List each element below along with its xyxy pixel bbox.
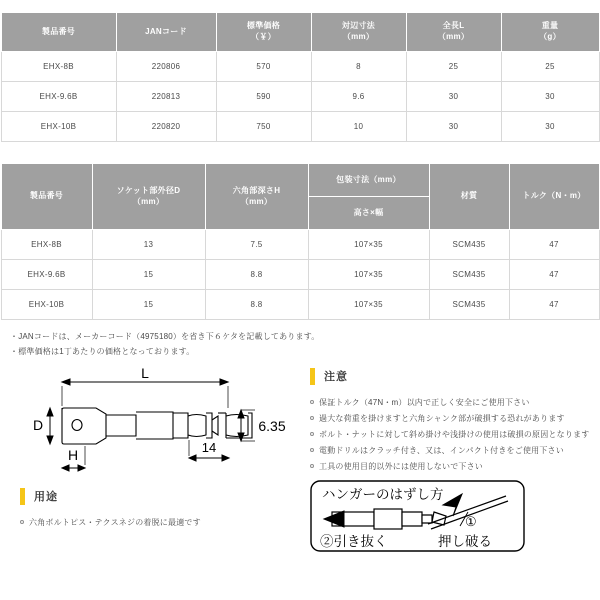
cell: 47: [509, 230, 599, 260]
table1-col-jan-code: [116, 13, 216, 52]
cell: 10: [311, 112, 406, 142]
usage-list: [20, 516, 305, 529]
dimension-label-D: D: [32, 416, 44, 433]
spec-table-1-container: [0, 0, 600, 142]
hanger-step1-mark: ①: [465, 513, 477, 529]
table2-col-product-number: [1, 164, 92, 230]
cell: 107×35: [308, 290, 429, 320]
header-line: 材質: [460, 191, 478, 201]
table-row: [1, 82, 599, 112]
cell: 25: [501, 52, 599, 82]
accent-bar: [310, 368, 315, 385]
list-item: 電動ドリルはクラッチ付き、又は、インパクト付きをご使用下さい: [310, 444, 590, 457]
table2-col-package-size: [308, 164, 429, 197]
caution-heading: [310, 368, 590, 385]
header-line: 重量: [541, 21, 559, 31]
header-line: （mm）: [132, 196, 165, 206]
table-row: [1, 290, 599, 320]
cell: 30: [406, 112, 501, 142]
lower-section: [10, 360, 590, 549]
header-line: 全長L: [442, 21, 465, 31]
spec-table-detail: [1, 163, 600, 320]
drawing-svg: [10, 368, 300, 488]
cell: 7.5: [205, 230, 308, 260]
hanger-step1-label: 押し破る: [438, 533, 492, 549]
hanger-figure-svg: [310, 480, 525, 552]
cell: 25: [406, 52, 501, 82]
caution-list: [310, 396, 590, 474]
header-line: トルク（N・m）: [522, 191, 586, 201]
table2-col-hex-depth: [205, 164, 308, 230]
header-line: （mm）: [342, 32, 375, 41]
cell: EHX-10B: [1, 290, 92, 320]
table1-header: [1, 13, 599, 52]
cell: EHX-10B: [1, 112, 116, 142]
cell: 30: [501, 82, 599, 112]
spec-table-2-container: [0, 142, 600, 320]
product-dimension-drawing: [10, 368, 300, 488]
cell: SCM435: [429, 290, 509, 320]
header-line: ソケット部外径D: [116, 185, 181, 195]
list-item: 保証トルク（47N・m）以内で正しく安全にご使用下さい: [310, 396, 590, 409]
cell: SCM435: [429, 260, 509, 290]
caution-title: 注意: [324, 371, 348, 384]
header-line: 標準価格: [246, 21, 281, 31]
cell: 15: [92, 290, 205, 320]
dimension-label-H: H: [67, 446, 79, 463]
dimension-label-635: 6.35: [258, 417, 286, 434]
hanger-step2-label: ②引き抜く: [320, 533, 388, 549]
table1-col-across-flats: [311, 13, 406, 52]
cell: EHX-8B: [1, 52, 116, 82]
table2-col-material: [429, 164, 509, 230]
list-item: 六角ボルトピス・テクスネジの着脱に最適です: [20, 516, 305, 529]
table2-col-package-height-width: [308, 197, 429, 230]
header-line: 包装寸法（mm）: [336, 174, 401, 184]
cell: EHX-9.6B: [1, 260, 92, 290]
cell: 47: [509, 290, 599, 320]
table1-body: [1, 52, 599, 142]
header-line: （g）: [539, 32, 561, 41]
cell: 590: [216, 82, 311, 112]
header-line: JANコード: [145, 26, 187, 36]
table-row: [1, 230, 599, 260]
list-item: 過大な荷重を掛けますと六角シャンク部が破損する恐れがあります: [310, 412, 590, 425]
table1-header-row: [1, 13, 599, 52]
cell: 47: [509, 260, 599, 290]
usage-title: 用途: [34, 491, 58, 504]
cell: 30: [501, 112, 599, 142]
header-line: 高さ×幅: [353, 207, 384, 217]
cell: EHX-9.6B: [1, 82, 116, 112]
cell: 15: [92, 260, 205, 290]
usage-heading: [20, 488, 305, 505]
cell: 220813: [116, 82, 216, 112]
cell: 107×35: [308, 260, 429, 290]
accent-bar: [20, 488, 25, 505]
table1-col-product-number: [1, 13, 116, 52]
hanger-title: ハンガーのはずし方: [322, 486, 444, 502]
usage-section: [20, 488, 305, 532]
footnotes: [10, 330, 590, 360]
table1-col-weight: [501, 13, 599, 52]
header-line: （￥）: [251, 32, 276, 41]
table1-col-length: [406, 13, 501, 52]
cell: 13: [92, 230, 205, 260]
cell: 8: [311, 52, 406, 82]
hanger-removal-figure: [310, 480, 525, 552]
table1-col-price: [216, 13, 311, 52]
list-item: ボルト・ナットに対して斜め掛けや浅掛けの使用は破損の原因となります: [310, 428, 590, 441]
header-line: 六角部深さH: [232, 185, 281, 195]
footnote-price: ・標準価格は1丁あたりの価格となっております。: [10, 346, 195, 356]
table2-body: [1, 230, 599, 320]
caution-section: [310, 368, 590, 552]
spec-table-basic: [1, 12, 600, 142]
cell: 570: [216, 52, 311, 82]
table-row: [1, 260, 599, 290]
cell: 30: [406, 82, 501, 112]
cell: EHX-8B: [1, 230, 92, 260]
header-line: 製品番号: [41, 26, 76, 36]
list-item: 工具の使用目的以外には使用しないで下さい: [310, 460, 590, 473]
table-row: [1, 112, 599, 142]
cell: 750: [216, 112, 311, 142]
cell: SCM435: [429, 230, 509, 260]
table2-col-torque: [509, 164, 599, 230]
dimension-label-L: L: [141, 367, 149, 381]
table2-header: [1, 164, 599, 230]
cell: 220820: [116, 112, 216, 142]
cell: 220806: [116, 52, 216, 82]
cell: 9.6: [311, 82, 406, 112]
header-line: 対辺寸法: [341, 21, 376, 31]
header-line: （mm）: [240, 196, 273, 206]
cell: 8.8: [205, 260, 308, 290]
cell: 8.8: [205, 290, 308, 320]
table2-col-socket-outer-diameter: [92, 164, 205, 230]
footnote-jan-code: ・JANコードは、メーカーコード（4975180）を省き下６ケタを記載してあります。: [10, 332, 320, 341]
header-line: （mm）: [437, 32, 470, 41]
dimension-label-14: 14: [201, 439, 217, 455]
table-row: [1, 52, 599, 82]
table2-header-row-1: [1, 164, 599, 197]
cell: 107×35: [308, 230, 429, 260]
header-line: 製品番号: [29, 191, 64, 201]
